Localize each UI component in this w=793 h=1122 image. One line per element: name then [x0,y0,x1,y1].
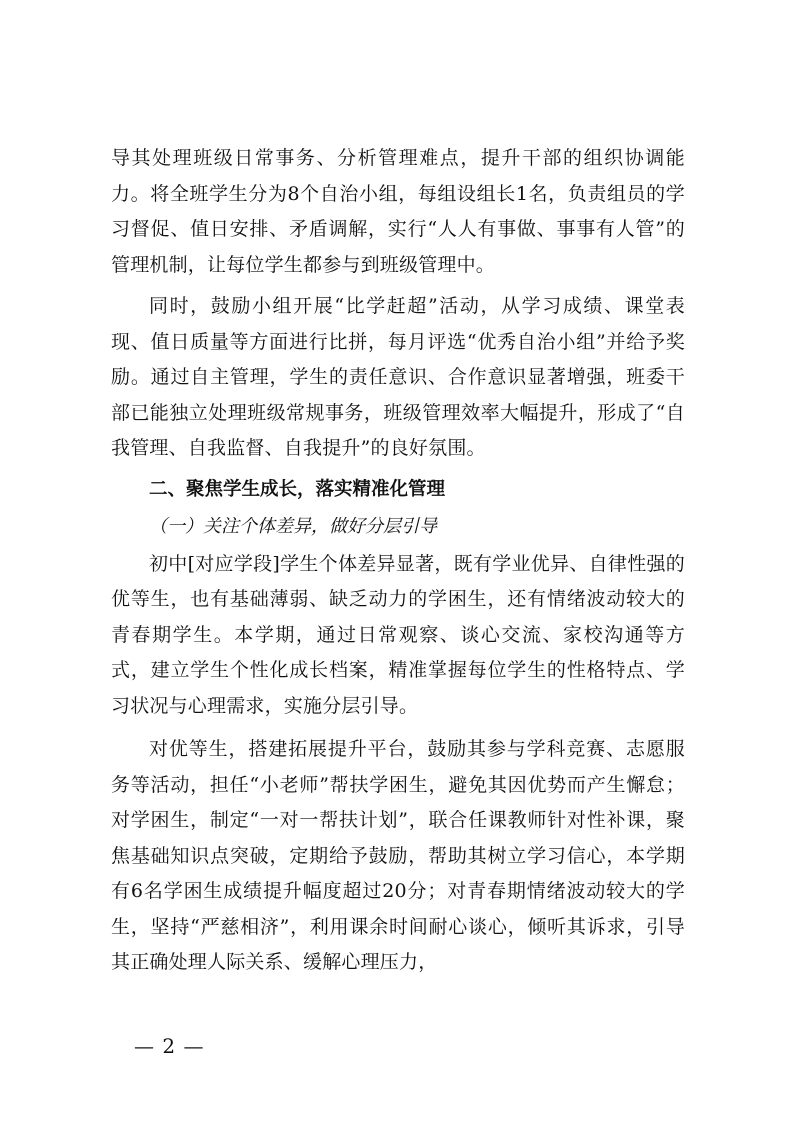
paragraph-individual-differences: 初中[对应学段]学生个体差异显著，既有学业优异、自律性强的优等生，也有基础薄弱、缺乏动力的学困生，还有情绪波动较大的青春期学生。本学期，通过日常观察、谈心交流、家校沟通等方式，建立学生个性化成长档案，精准掌握每位学生的性格特点、学习状况与心理需求，实施分层引导。 [111,552,685,717]
section-heading-2: 二、聚焦学生成长，落实精准化管理 [149,478,446,500]
subsection-heading-1: （一）关注个体差异，做好分层引导 [149,515,437,537]
document-body [111,141,685,981]
page-number: — 2 — [134,1034,205,1058]
paragraph-continuation: 导其处理班级日常事务、分析管理难点，提升干部的组织协调能力。将全班学生分为8个自治小组，每组设组长1名，负责组员的学习督促、值日安排、矛盾调解，实行“人人有事做、事事有人管”的管理机制，让每位学生都参与到班级管理中。 [111,147,685,276]
paragraph-group-competition: 同时，鼓励小组开展“比学赶超”活动，从学习成绩、课堂表现、值日质量等方面进行比拼，每月评选“优秀自治小组”并给予奖励。通过自主管理，学生的责任意识、合作意识显著增强，班委干部已能独立处理班级常规事务，班级管理效率大幅提升，形成了“自我管理、自我监督、自我提升”的良好氛围。 [111,295,685,459]
paragraph-tiered-guidance: 对优等生，搭建拓展提升平台，鼓励其参与学科竞赛、志愿服务等活动，担任“小老师”帮扶学困生，避免其因优势而产生懈怠；对学困生，制定“一对一帮扶计划”，联合任课教师针对性补课，聚焦基础知识点突破，定期给予鼓励，帮助其树立学习信心，本学期有6名学困生成绩提升幅度超过20分；对青春期情绪波动较大的学生，坚持“严慈相济”，利用课余时间耐心谈心，倾听其诉求，引导其正确处理人际关系、缓解心理压力， [111,738,685,973]
